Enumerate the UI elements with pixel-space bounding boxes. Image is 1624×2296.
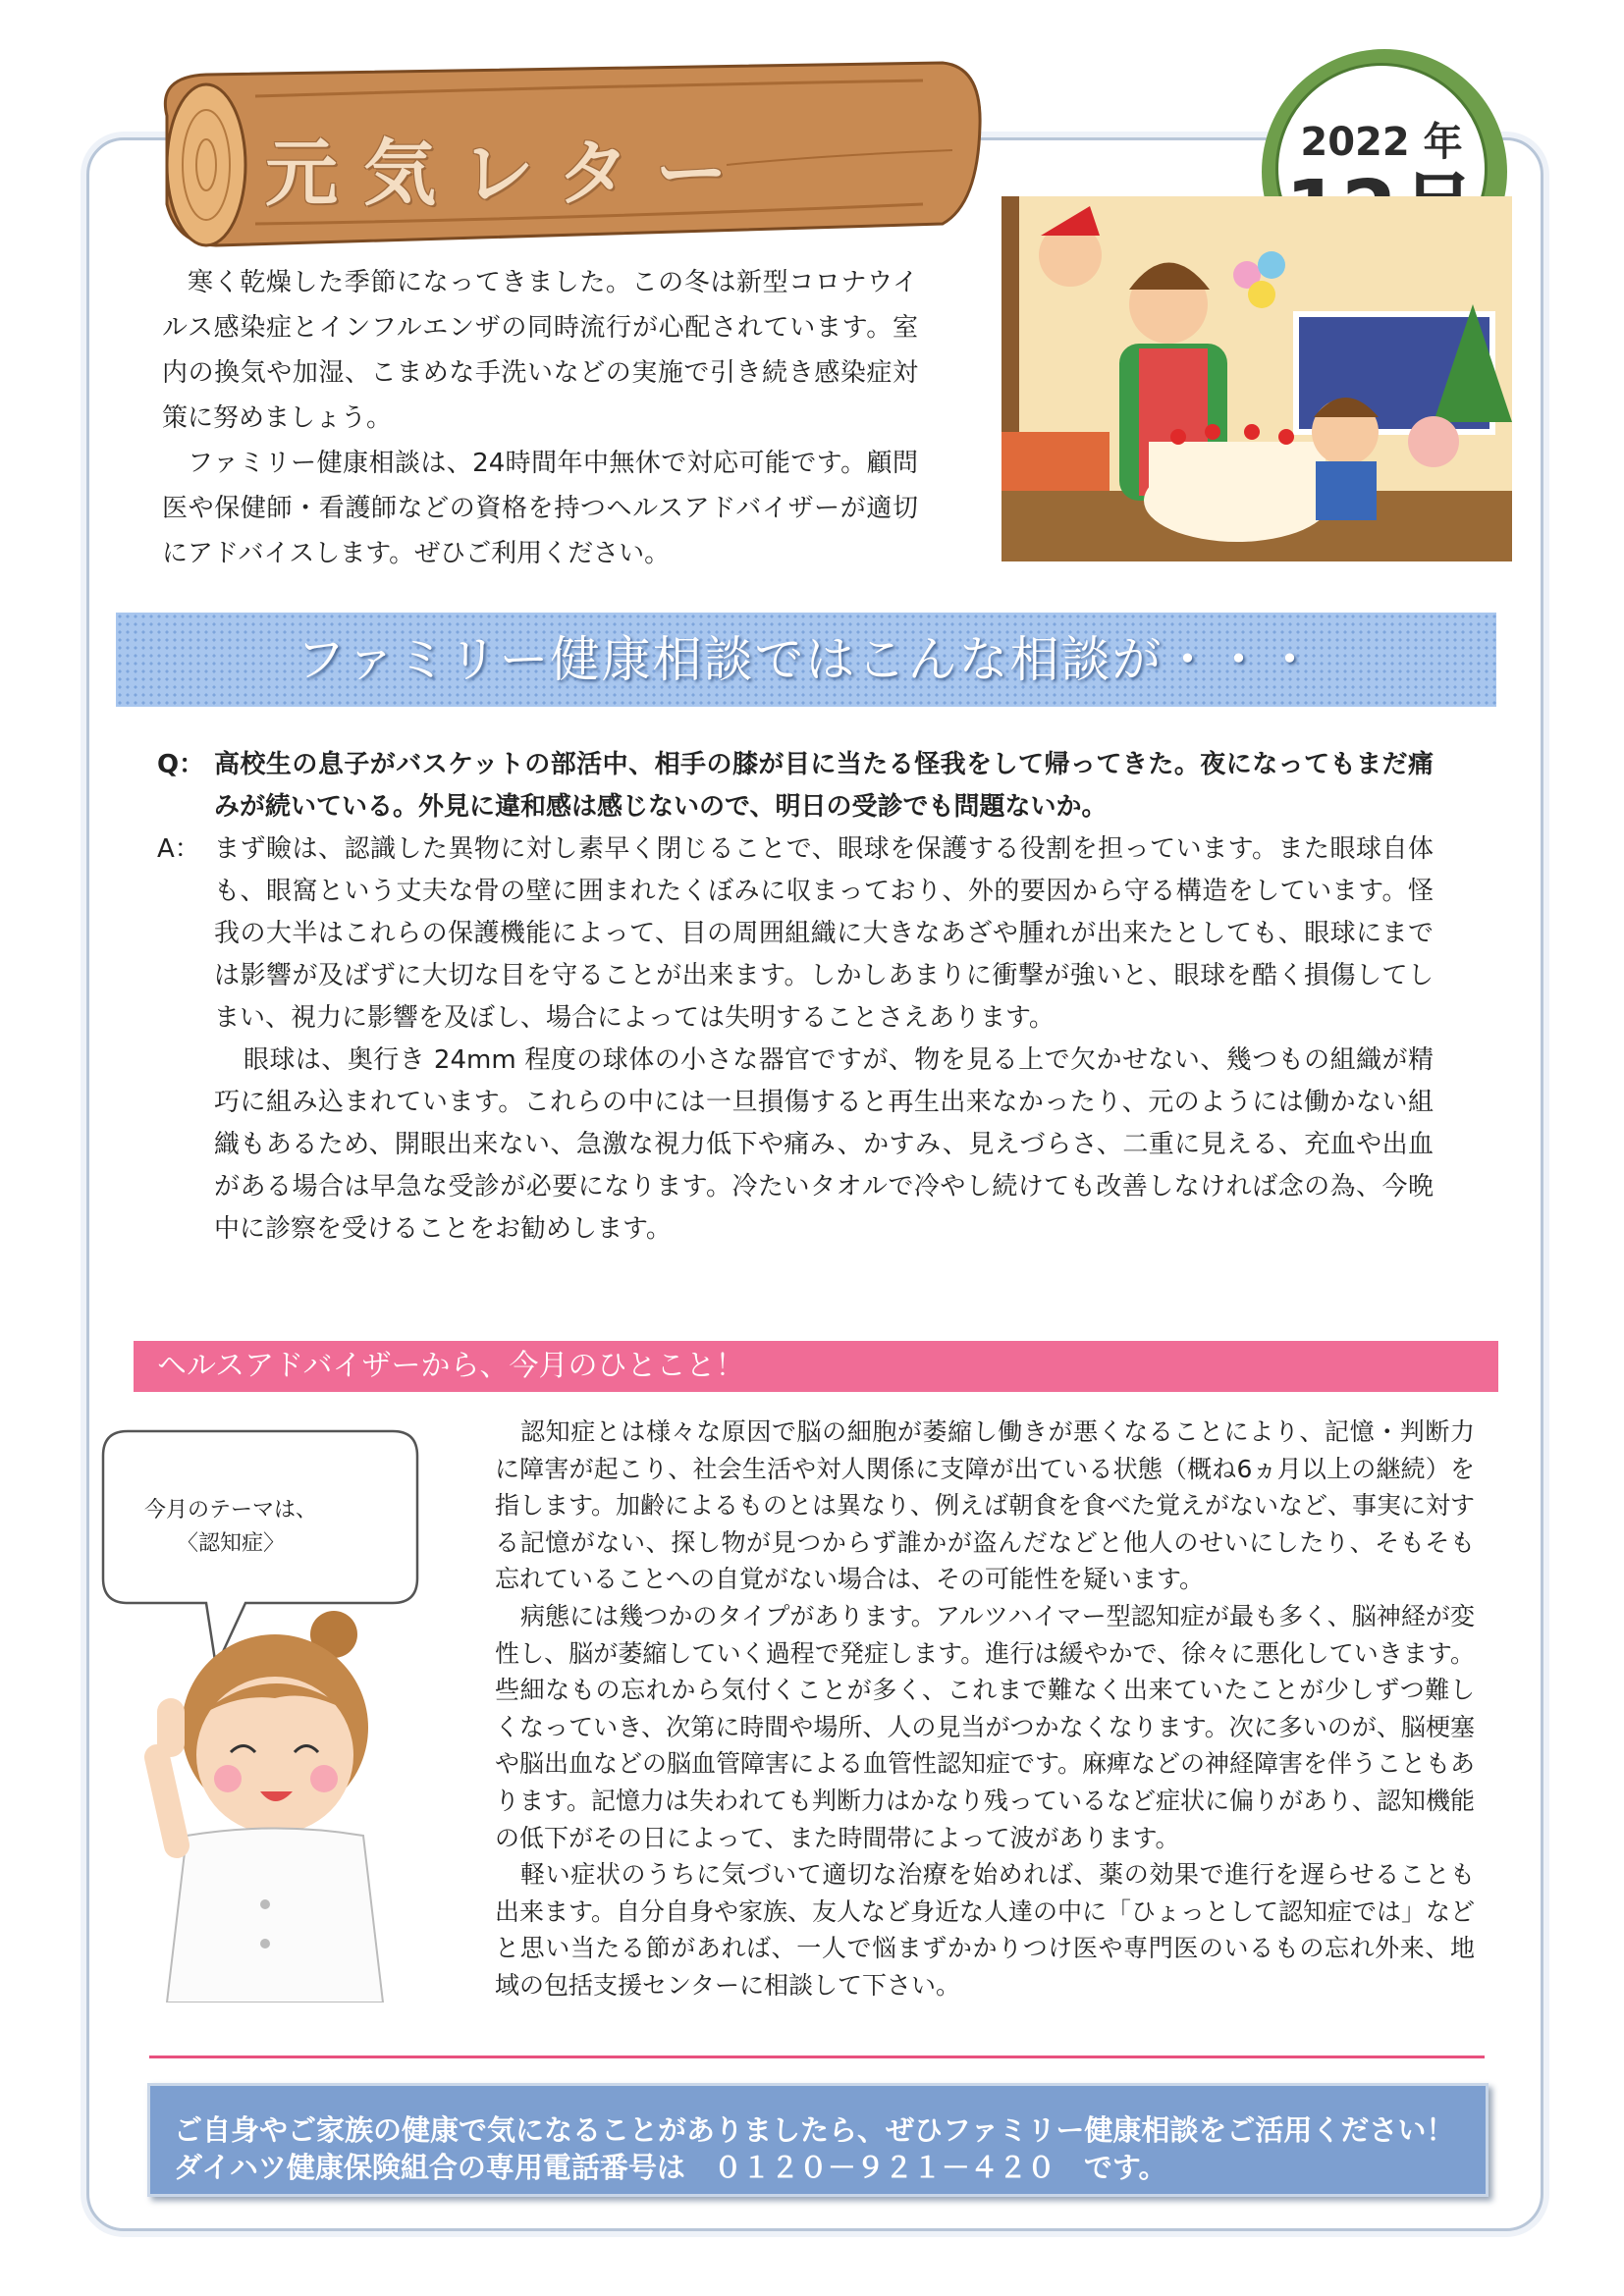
consult-heading-band xyxy=(116,613,1496,707)
footer-box xyxy=(147,2083,1489,2197)
answer-block xyxy=(157,828,1434,1251)
qa-section xyxy=(157,744,1434,1251)
intro-paragraph-2: ファミリー健康相談は、24時間年中無休で対応可能です。顧問医や保健師・看護師などの資格を持つヘルスアドバイザーが適切にアドバイスします。ぜひご利用ください。 xyxy=(162,449,918,568)
advisor-paragraph-1: 認知症とは様々な原因で脳の細胞が萎縮し働きが悪くなることにより、記憶・判断力に障害が起こり、社会生活や対人関係に支障が出ている状態（概ね6ヵ月以上の継続）を指します。加齢によるものとは異なり、例えば朝食を食べた覚えがないなど、事実に対する記憶がない、探し物が見つからず誰かが盗んだなどと他人のせいにしたり、そもそも忘れていることへの自覚がない場合は、その可能性を疑います。 xyxy=(495,1417,1476,1594)
question-text: 高校生の息子がバスケットの部活中、相手の膝が目に当たる怪我をして帰ってきた。夜になってもまだ痛みが続いている。外見に違和感は感じないので、明日の受診でも問題ないか。 xyxy=(214,750,1434,822)
bubble-line-1: 今月のテーマは、 xyxy=(143,1498,317,1522)
footer-line-1: ご自身やご家族の健康で気になることがありましたら、ぜひファミリー健康相談をご活用ください！ xyxy=(174,2113,1455,2147)
advisor-paragraph-2: 病態には幾つかのタイプがあります。アルツハイマー型認知症が最も多く、脳神経が変性し、脳が萎縮していく過程で発症します。進行は緩やかで、徐々に悪化していきます。些細なもの忘れから気付くことが多く、これまで難なく出来ていたことが少しずつ難しくなっていき、次第に時間や場所、人の見当がつかなくなります。次に多いのが、脳梗塞や脳出血などの脳血管障害による血管性認知症です。麻痺などの神経障害を伴うこともあります。記憶力は失われても判断力はかなり残っているなど症状に偏りがあり、認知機能の低下がその日によって、また時間帯によって波があります。 xyxy=(495,1601,1476,1852)
intro-paragraph-1: 寒く乾燥した季節になってきました。この冬は新型コロナウイルス感染症とインフルエンザの同時流行が心配されています。室内の換気や加湿、こまめな手洗いなどの実施で引き続き感染症対策に努めましょう。 xyxy=(162,268,918,433)
advisor-heading: ヘルスアドバイザーから、今月のひとこと！ xyxy=(134,1341,1498,1392)
divider xyxy=(149,2056,1485,2058)
answer-label: A： xyxy=(157,834,200,864)
bubble-line-2: 〈認知症〉 xyxy=(176,1531,285,1556)
answer-paragraph-1: まず瞼は、認識した異物に対し素早く閉じることで、眼球を保護する役割を担っています。また眼球自体も、眼窩という丈夫な骨の壁に囲まれたくぼみに収まっており、外的要因から守る構造をしています。怪我の大半はこれらの保護機能によって、目の周囲組織に大きなあざや腫れが出来たとしても、眼球にまでは影響が及ばずに大切な目を守ることが出来ます。しかしあまりに衝撃が強いと、眼球を酷く損傷してしまい、視力に影響を及ぼし、場合によっては失明することさえあります。 xyxy=(214,834,1434,1033)
issue-year: 2022 年 xyxy=(1300,120,1463,165)
nurse-illustration xyxy=(118,1610,412,2002)
answer-paragraph-2: 眼球は、奥行き 24mm 程度の球体の小さな器官ですが、物を見る上で欠かせない、幾つもの組織が精巧に組み込まれています。これらの中には一旦損傷すると再生出来なかったり、元のようには働かない組織もあるため、開眼出来ない、急激な視力低下や痛み、かすみ、見えづらさ、二重に見える、充血や出血がある場合は早急な受診が必要になります。冷たいタオルで冷やし続けても改善しなければ念の為、今晩中に診察を受けることをお勧めします。 xyxy=(214,1045,1434,1244)
question-block xyxy=(157,744,1434,828)
bubble-text xyxy=(118,1494,344,1561)
page-title: 元気レター xyxy=(265,132,754,216)
christmas-family-illustration xyxy=(1001,196,1512,561)
footer-line-2: ダイハツ健康保険組合の専用電話番号は ０１２０－９２１－４２０ です。 xyxy=(174,2151,1167,2184)
consult-heading: ファミリー健康相談ではこんな相談が・・・ xyxy=(296,631,1317,688)
advisor-paragraph-3: 軽い症状のうちに気づいて適切な治療を始めれば、薬の効果で進行を遅らせることも出来ます。自分自身や家族、友人など身近な人達の中に「ひょっとして認知症では」などと思い当たる節があれば、一人で悩まずかかりつけ医や専門医のいるもの忘れ外来、地域の包括支援センターに相談して下さい。 xyxy=(495,1860,1476,2000)
question-label: Q： xyxy=(157,750,205,779)
intro-text xyxy=(162,260,918,576)
advisor-text xyxy=(495,1414,1475,2004)
